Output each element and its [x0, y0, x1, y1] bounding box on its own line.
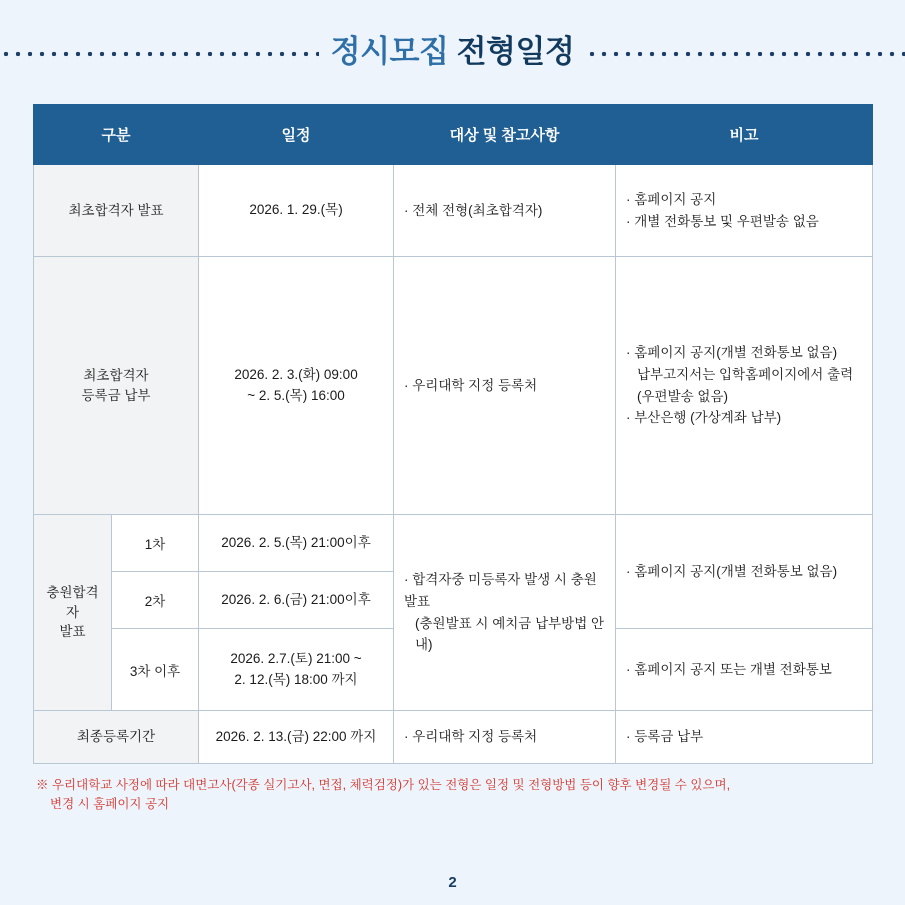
target-line: (충원발표 시 예치금 납부방법 안내) [415, 615, 605, 653]
table-row [34, 515, 873, 572]
cell-note-final-registration [616, 711, 873, 764]
cell-category-additional-pass [34, 515, 112, 711]
footnote-line-1: ※ 우리대학교 사정에 따라 대면고사(각종 실기고사, 면접, 체력검정)가 있는 전형은 일정 및 전형방법 등이 향후 변경될 수 있으며, [36, 778, 731, 792]
note-line: · 홈페이지 공지(개별 전화통보 없음) [626, 563, 838, 579]
cell-date-tuition-payment [199, 257, 394, 515]
column-header-note: 비고 [616, 105, 873, 165]
cell-note-tuition-payment [616, 257, 873, 515]
target-line: · 전체 전형(최초합격자) [404, 202, 543, 218]
schedule-table [33, 104, 873, 764]
category-line: 최초합격자 [83, 367, 149, 383]
cell-date-final-registration: 2026. 2. 13.(금) 22:00 까지 [199, 711, 394, 764]
cell-date-round-2: 2026. 2. 6.(금) 21:00이후 [199, 572, 394, 629]
table-header-row [34, 105, 873, 165]
cell-target-additional-pass [394, 515, 616, 711]
dotted-rule-right [586, 51, 905, 57]
cell-category-final-registration: 최종등록기간 [34, 711, 199, 764]
schedule-table-wrapper [33, 104, 872, 764]
table-header [34, 105, 873, 165]
cell-subcategory-round-3: 3차 이후 [112, 629, 199, 711]
cell-target-announcement [394, 165, 616, 257]
note-line: · 등록금 납부 [626, 729, 704, 745]
cell-date-announcement: 2026. 1. 29.(목) [199, 165, 394, 257]
dotted-rule-left [0, 51, 319, 57]
cell-target-final-registration [394, 711, 616, 764]
footnote [36, 776, 869, 815]
note-line: 납부고지서는 입학홈페이지에서 출력 [637, 366, 854, 382]
date-line: ~ 2. 5.(목) 16:00 [247, 387, 345, 403]
category-line: 발표 [59, 624, 86, 640]
page-title-main: 전형일정 [448, 33, 575, 69]
cell-target-tuition-payment [394, 257, 616, 515]
date-line: 2026. 2. 3.(화) 09:00 [234, 366, 358, 382]
column-header-target: 대상 및 참고사항 [394, 105, 616, 165]
table-body [34, 165, 873, 764]
note-line: · 개별 전화통보 및 우편발송 없음 [626, 213, 819, 229]
page-header [0, 0, 905, 90]
footnote-line-2: 변경 시 홈페이지 공지 [50, 797, 170, 812]
cell-subcategory-round-1: 1차 [112, 515, 199, 572]
date-line: 2026. 2.7.(토) 21:00 ~ [230, 650, 362, 666]
category-line: 등록금 납부 [81, 387, 151, 403]
column-header-schedule: 일정 [199, 105, 394, 165]
cell-category-announcement: 최초합격자 발표 [34, 165, 199, 257]
cell-date-round-1: 2026. 2. 5.(목) 21:00이후 [199, 515, 394, 572]
note-line: · 홈페이지 공지 또는 개별 전화통보 [626, 661, 832, 677]
cell-note-announcement [616, 165, 873, 257]
cell-subcategory-round-2: 2차 [112, 572, 199, 629]
cell-date-round-3 [199, 629, 394, 711]
page-title-accent: 정시모집 [330, 33, 449, 69]
column-header-category: 구분 [34, 105, 199, 165]
cell-note-additional-pass-upper [616, 515, 873, 629]
note-line: · 홈페이지 공지 [626, 191, 717, 207]
page-title [330, 33, 575, 69]
table-row [34, 165, 873, 257]
note-line: · 부산은행 (가상계좌 납부) [626, 410, 782, 426]
note-line: · 홈페이지 공지(개별 전화통보 없음) [626, 345, 838, 361]
cell-note-additional-pass-lower [616, 629, 873, 711]
date-line: 2. 12.(목) 18:00 까지 [234, 671, 358, 687]
target-line: · 합격자중 미등록자 발생 시 충원 발표 [404, 572, 597, 609]
note-line: (우편발송 없음) [637, 388, 729, 404]
cell-category-tuition-payment [34, 257, 199, 515]
category-line: 충원합격자 [46, 585, 99, 620]
target-line: · 우리대학 지정 등록처 [404, 377, 538, 393]
table-row [34, 711, 873, 764]
page-number: 2 [448, 874, 457, 891]
target-line: · 우리대학 지정 등록처 [404, 729, 538, 745]
table-row [34, 257, 873, 515]
